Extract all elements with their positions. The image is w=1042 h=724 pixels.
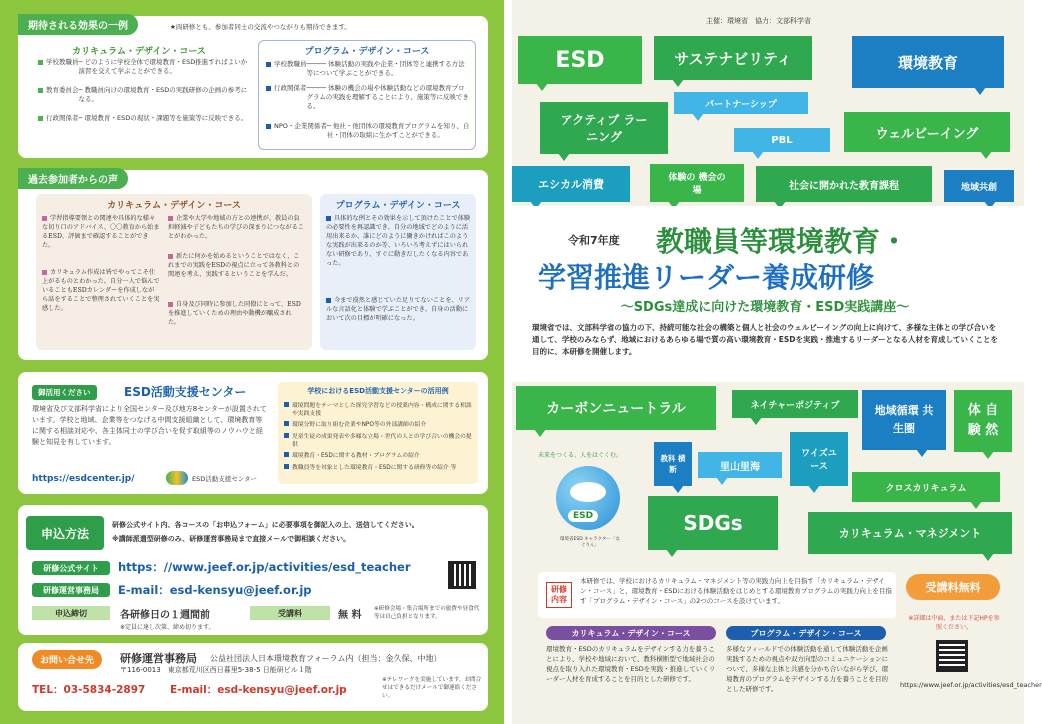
qr-code-icon — [936, 640, 968, 672]
effects-note: ★両研修とも、参加者同士の交流やつながりも期待できます。 — [170, 23, 351, 31]
subtitle: ～SDGs達成に向けた環境教育・ESD実践講座～ — [620, 300, 910, 315]
curriculum-course-label: カリキュラム・デザイン・コース — [546, 626, 716, 640]
bullet-icon — [326, 216, 331, 221]
contact-org-detail: 公益社団法人日本環境教育フォーラム内（担当：金久保、中地） — [210, 654, 442, 663]
use-item: 環境問題をテーマとした探究学習などの授業内容・構成に関する相談や実践支援 — [284, 402, 474, 418]
center-tag: 御活用ください — [32, 385, 97, 400]
bullet-icon — [284, 402, 289, 407]
bubble-satoyama: 里山里海 — [698, 452, 782, 478]
bullet-icon — [38, 60, 43, 65]
bullet-icon — [284, 421, 289, 426]
effect-row: 行政関係者 ─ 環境教育・ESDの現状・課題等を施策等に反映できる。 — [38, 114, 248, 123]
bullet-icon — [284, 433, 289, 438]
voice-item: 具体的な例とその効果を示して頂けたことで体験の必要性を再認識でき、自分の地域でどのように活用出来るか、誰にどのように働きかければこのような実践が出来るのか等、いろいろ考えずにはいられない研修であり、すぐに動きだしたくなる内容であった。 — [326, 215, 471, 267]
center-desc: 環境省及び文部科学省により全国センター及び地方8センターが設置されています。学校と地域、企業等をつなげる中間支援組織として、環境教育等に関する相談対応や、各主体同士の学び合いを促す取組等のノウハウと経験と知見を有しています。 — [32, 405, 267, 446]
bubble-carbon-neutral: カーボンニュートラル — [516, 386, 716, 430]
fee-label: 受講料 — [250, 606, 330, 620]
bullet-icon — [284, 464, 289, 469]
apply-tag: 申込方法 — [26, 516, 104, 550]
bullet-icon — [266, 86, 271, 91]
program-course-text: 多様なフィールドでの体験活動を通して体験活動を企画実践するための視点や双方向型のコミュニケーションについて、多様な主体と共感を分かち合いながら学び、環境教育のプログラムをデザインする力を養うことを目的とした研修です。 — [726, 645, 889, 693]
content-text: 本研修では、学校におけるカリキュラム・マネジメント等の実践力向上を目指す「カリキュラム・デザイン・コース」と、環境教育・ESDにおける体験活動をはじめとする環境教育プログラムの実践力向上を目指す「プログラム・デザイン・コース」の2つのコースを設けています。 — [580, 577, 892, 605]
fee-note: ※研修会場・集合場所までの旅費や昼食代等は自己負担となります。 — [374, 606, 480, 620]
contact-tag: お問い合せ先 — [32, 650, 102, 669]
qr-code-icon — [448, 561, 476, 589]
center-title: ESD活動支援センター — [124, 385, 247, 399]
bubble-sdgs: SDGs — [648, 496, 778, 550]
bullet-icon — [168, 254, 173, 259]
bubble-sustainability: サステナビリティ — [654, 36, 812, 80]
bubble-wise-use: ワイズユース — [790, 432, 848, 486]
main-title-line1: 教職員等環境教育・ — [656, 225, 909, 258]
effect-row: 学校教職員 ─ どのように学校全体で環境教育・ESD推進すればよいか演習を交えて学ぶことができる。 — [38, 58, 248, 76]
bullet-icon — [38, 116, 43, 121]
bubble-regional-circulation: 地域循環 共生圏 — [862, 390, 946, 450]
sponsor-line: 主催：環境省 協力：文部科学省 — [706, 17, 811, 25]
bubble-nature-experience: 体 自 験 然 — [954, 390, 1012, 452]
bubble-esd: ESD — [518, 36, 642, 84]
mascot-slogan: 未来をつくる、人をはぐくむ。 — [538, 452, 623, 459]
bullet-icon — [168, 302, 173, 307]
bubble-curriculum-management: カリキュラム・マネジメント — [808, 512, 1012, 554]
bubble-partnership: パートナーシップ — [674, 92, 808, 114]
voice-item: カリキュラム作成は皆でやってこそ仕上がるものとわかった。自分一人で悩んでいることもESDカレンダーを作成しながら話をすることで整理されていくことを実感した。 — [42, 269, 160, 312]
bullet-icon — [168, 216, 173, 221]
effect-row: 学校教職員 ───── 体験活動の実践や企業・団体等と連携する方法等について学ぶことができる。 — [266, 60, 471, 78]
curriculum-course-text: 環境教育・ESDのカリキュラムをデザインする力を養うことにより、学校や地域において、教科横断型で地域社会の視点を取り入れた環境教育・ESDを実践・推進していくリーダー人材を育成することを目的とした研修です。 — [546, 645, 716, 683]
fiscal-year: 令和7年度 — [568, 234, 620, 247]
use-item: 教職員等を対象とした環境教育・ESDに関する研修等の紹介 等 — [284, 464, 474, 472]
main-title-line2: 学習推進リーダー養成研修 — [538, 261, 875, 294]
center-uses-title: 学校におけるESD活動支援センターの活用例 — [307, 387, 449, 395]
bullet-icon — [42, 216, 47, 221]
course-url-link[interactable]: https://www.jeef.or.jp/activities/esd_teacher — [900, 681, 1042, 689]
curriculum-effects-title: カリキュラム・デザイン・コース — [72, 47, 206, 57]
bubble-cross-subject: 教科 横断 — [654, 442, 692, 486]
bubble-nature-positive: ネイチャーポジティブ — [732, 390, 858, 418]
office-label: 研修運営事務局 — [32, 583, 110, 597]
use-item: 環境分野に取り組む企業やNPO等の外部講師の紹介 — [284, 421, 474, 429]
contact-note: ※テレワークを実施しています。お問合せはできるだけメールで御連絡ください。 — [382, 677, 482, 699]
effect-row: 教育委員会 ─ 教職員向けの環境教育・ESDの実践研修の企画の参考になる。 — [38, 86, 248, 104]
bullet-icon — [284, 452, 289, 457]
bullet-icon — [38, 88, 43, 93]
office-email-link[interactable]: E-mail：esd-kensyu@jeef.or.jp — [118, 583, 312, 597]
mascot-name: 環境省ESD キャラクター「なぐりん」 — [560, 537, 621, 548]
voice-item: 新たに何かを始めるということではなく、これまでの実践をESDの視点に立って各教科との関連を考え、実践するということを学んだ。 — [168, 253, 300, 278]
bubble-experience-place: 体験の 機会の場 — [650, 164, 744, 202]
bubble-pbl: PBL — [734, 128, 830, 152]
center-logo-icon — [166, 471, 188, 485]
program-voices-title: プログラム・デザイン・コース — [335, 201, 461, 211]
mascot-face-icon — [570, 482, 606, 502]
fee-free-note: ※詳細は中面、または下記HPを参照ください。 — [908, 615, 1000, 631]
effect-row: 行政関係者 ───── 体験の機会の場や体験活動などの環境教育プログラムの実践を理解することにより、施策等に反映できる。 — [266, 84, 471, 111]
fee-value: 無 料 — [338, 610, 362, 621]
fee-free-badge: 受講料無料 — [906, 574, 1000, 600]
bubble-environmental-education: 環境教育 — [852, 36, 1004, 88]
effect-row: NPO・企業関係者 ─ 他社・他団体の環境教育プログラムを知り、自社・団体の取組に生かすことができる。 — [266, 122, 471, 140]
voice-item: 学習指導要領との関連や具体的な様々な切り口のアドバイス、〇〇教育から始まるESD、評価まで確認することができた。 — [42, 215, 160, 249]
apply-text: 研修公式サイト内、各コースの「お申込フォーム」に必要事項を御記入の上、送信してください。 — [112, 521, 419, 529]
bubble-cross-curriculum: クロスカリキュラム — [852, 472, 1000, 502]
contact-tel[interactable]: TEL：03-5834-2897 — [32, 684, 146, 696]
contact-address: 〒116-0013 東京都荒川区西日暮里5-38-5 日能研ビル１階 — [120, 666, 312, 674]
bullet-icon — [326, 298, 331, 303]
contact-org: 研修運営事務局 — [120, 652, 197, 665]
use-item: 環境教育・ESDに関する教材・プログラムの紹介 — [284, 452, 474, 460]
contact-email-link[interactable]: E-mail：esd-kensyu@jeef.or.jp — [170, 684, 347, 696]
voice-item: 自身及び同時に参加した同僚にとって、ESDを推進していくための理由や動機が醸成された。 — [168, 301, 301, 326]
mascot-badge: ESD — [568, 510, 598, 522]
effects-tag: 期待される効果の一例 — [18, 14, 138, 35]
program-effects-title: プログラム・デザイン・コース — [304, 47, 430, 57]
bubble-open-curriculum: 社会に開かれた教育課程 — [756, 166, 932, 202]
bubble-active-learning: アクティブ ラーニング — [540, 102, 668, 154]
bullet-icon — [266, 62, 271, 67]
bubble-ethical-consumption: エシカル消費 — [512, 166, 630, 202]
deadline-label: 申込締切 — [32, 606, 110, 620]
curriculum-voices-title: カリキュラム・デザイン・コース — [107, 201, 241, 211]
deadline-note: ※定員に達し次第、締め切ります。 — [120, 624, 215, 631]
deadline-value: 各研修日の１週間前 — [120, 610, 210, 621]
bubble-regional-cocreation: 地域共創 — [944, 170, 1014, 202]
site-label: 研修公式サイト — [32, 561, 110, 575]
bullet-icon — [266, 124, 271, 129]
voice-item: 今まで漠然と感じていた足りてないことを、リアルな言語化と体験で学ぶことができ、自身の活動において次の目標が明確になった。 — [326, 297, 471, 322]
voices-tag: 過去参加者からの声 — [18, 168, 128, 189]
program-course-label: プログラム・デザイン・コース — [726, 626, 886, 640]
center-url-link[interactable]: https://esdcenter.jp/ — [32, 474, 135, 484]
content-tag: 研修 内容 — [546, 582, 572, 608]
apply-note: ※講師派遣型研修のみ、研修運営事務局まで直接メールで御相談ください。 — [112, 535, 351, 543]
site-url-link[interactable]: https：//www.jeef.or.jp/activities/esd_teacher — [118, 560, 411, 574]
use-item: 児童生徒の成果発表や多様な立場・世代の人との学び合いの機会の提供 — [284, 433, 474, 449]
center-logo-text: ESD活動支援センター — [192, 475, 257, 483]
voice-item: 企業や大学や地域の方との連携が、教員の負担軽減や子どもたちの学びの深まりにつながることがわかった。 — [168, 215, 304, 240]
intro-text: 環境省では、文部科学省の協力の下、持続可能な社会の構築と個人と社会のウェルビーイングの向上に向けて、多様な主体との学び合いを通して、学校のみならず、地域におけるあらゆる場で質の高い環境教育・ESDを実践・推進するリーダーとなる人材を育成していくことを目的に、本研修を開催します。 — [532, 323, 998, 356]
bubble-wellbeing: ウェルビーイング — [844, 112, 1010, 152]
bullet-icon — [42, 270, 47, 275]
